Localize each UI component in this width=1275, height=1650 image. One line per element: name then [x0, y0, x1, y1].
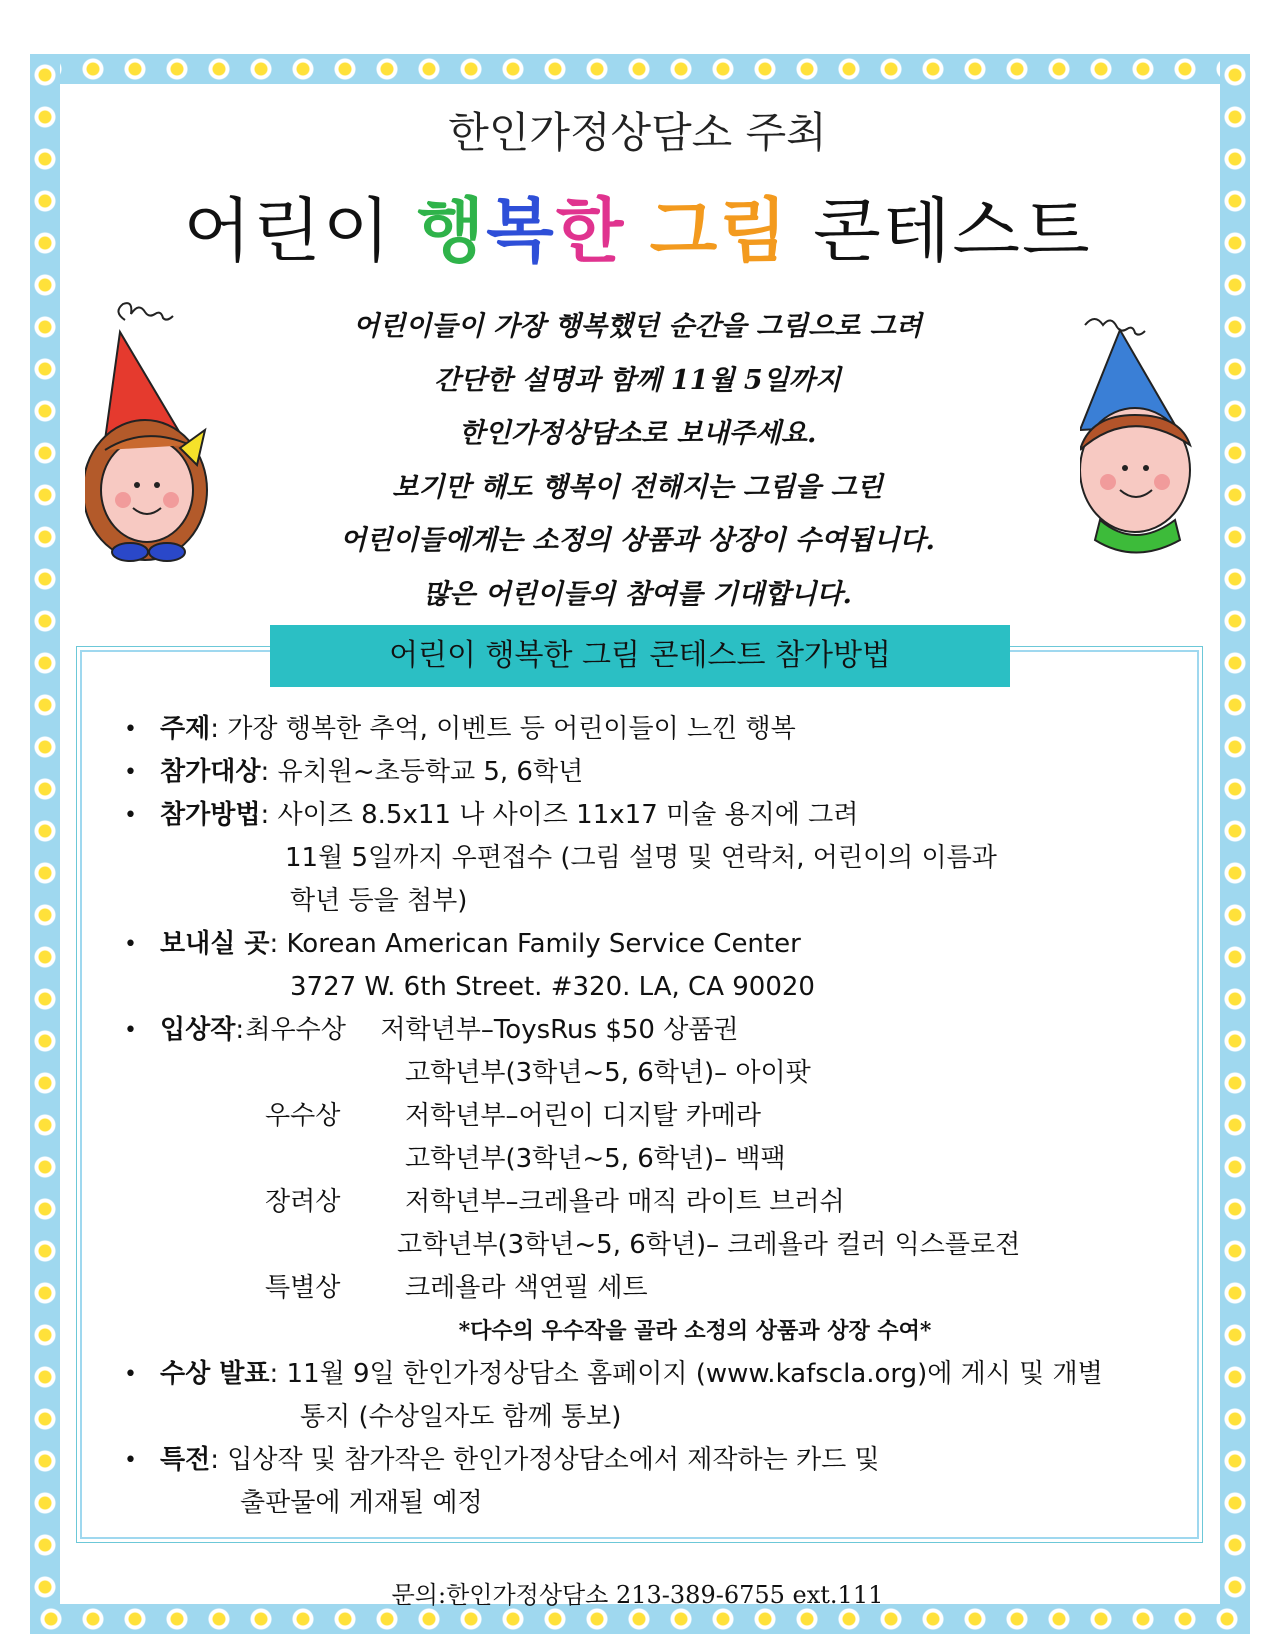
section-header: 어린이 행복한 그림 콘테스트 참가방법	[270, 625, 1010, 687]
intro-line: 보기만 해도 행복이 전해지는 그림을 그린	[392, 471, 883, 503]
rule-continuation: 3727 W. 6th Street. #320. LA, CA 90020	[290, 972, 815, 1002]
prize-row	[160, 1095, 1190, 1138]
flower-border-left	[30, 54, 60, 1634]
prize-item: 고학년부(3학년~5, 6학년)– 아이팟	[405, 1058, 811, 1088]
rule-label: 참가방법	[160, 800, 261, 830]
prize-tier: 최우수상	[245, 1015, 346, 1045]
prize-row	[160, 1138, 1190, 1181]
flower-border-right	[1220, 54, 1250, 1634]
rule-continuation: 11월 5일까지 우편접수 (그림 설명 및 연락처, 어린이의 이름과	[285, 843, 997, 873]
rules-list	[110, 708, 1190, 1525]
organizer-line: 한인가정상담소 주최	[448, 108, 827, 157]
prize-note: *다수의 우수작을 골라 소정의 상품과 상장 수여*	[458, 1318, 932, 1344]
prize-tier: 우수상	[265, 1101, 341, 1131]
rule-text: : Korean American Family Service Center	[269, 929, 801, 959]
prize-tier: 장려상	[265, 1187, 341, 1217]
rule-continuation: 출판물에 게재될 예정	[240, 1488, 483, 1518]
rule-eligibility	[110, 751, 1190, 794]
contest-title	[0, 175, 1275, 276]
prize-item: 저학년부–어린이 디지탈 카메라	[405, 1101, 762, 1131]
boy-party-hat-illustration	[1080, 310, 1220, 570]
prize-row: 입상작 : 최우수상 저학년부–ToysRus $50 상품권	[160, 1009, 1190, 1052]
intro-line: 간단한 설명과 함께 11월 5일까지	[434, 364, 841, 396]
title-happy-1: 행	[416, 190, 487, 272]
rule-label: 입상작	[160, 1015, 236, 1045]
rule-label: 보내실 곳	[160, 929, 270, 959]
bullet-icon: •	[124, 717, 137, 742]
intro-line: 어린이들에게는 소정의 상품과 상장이 수여됩니다.	[340, 525, 935, 556]
prize-item: 고학년부(3학년~5, 6학년)– 백팩	[405, 1144, 786, 1174]
bullet-icon: •	[124, 1448, 137, 1473]
rule-continuation: 통지 (수상일자도 함께 통보)	[300, 1402, 622, 1432]
prize-row	[160, 1267, 1190, 1310]
rule-method	[110, 794, 1190, 923]
intro-line: 한인가정상담소로 보내주세요.	[458, 418, 817, 449]
rule-text: : 사이즈 8.5x11 나 사이즈 11x17 미술 용지에 그려	[260, 800, 859, 830]
bullet-icon: •	[124, 803, 137, 828]
prize-item: 저학년부–ToysRus $50 상품권	[380, 1015, 739, 1045]
intro-line: 어린이들이 가장 행복했던 순간을 그림으로 그려	[353, 311, 922, 342]
rule-topic	[110, 708, 1190, 751]
rule-prizes	[110, 1009, 1190, 1353]
intro-text	[280, 300, 995, 621]
girl-party-hat-illustration	[85, 300, 235, 580]
rule-text: : 유치원~초등학교 5, 6학년	[260, 757, 584, 787]
prize-item: 저학년부–크레욜라 매직 라이트 브러쉬	[405, 1187, 845, 1217]
title-prefix: 어린이	[183, 190, 417, 272]
rule-address	[110, 923, 1190, 1009]
intro-line: 많은 어린이들의 참여를 기대합니다.	[423, 578, 852, 610]
bullet-icon: •	[124, 760, 137, 785]
prize-tier: 특별상	[265, 1273, 341, 1303]
rule-label: 참가대상	[160, 757, 261, 787]
rule-label: 주제	[160, 714, 211, 744]
rule-announcement	[110, 1353, 1190, 1439]
prize-item: 크레욜라 색연필 세트	[405, 1273, 648, 1303]
contact-info: 문의:한인가정상담소 213-389-6755 ext.111	[391, 1581, 884, 1609]
prize-row	[160, 1052, 1190, 1095]
rule-text: : 11월 9일 한인가정상담소 홈페이지 (www.kafscla.org)에 게시 및 개별	[269, 1359, 1103, 1389]
bullet-icon: •	[124, 932, 137, 957]
title-happy-2: 복	[486, 190, 556, 272]
rule-text: : 입상작 및 참가작은 한인가정상담소에서 제작하는 카드 및	[210, 1445, 880, 1475]
prize-row	[160, 1181, 1190, 1224]
rule-text: : 가장 행복한 추억, 이벤트 등 어린이들이 느낀 행복	[210, 714, 796, 744]
rule-benefit	[110, 1439, 1190, 1525]
title-suffix: 콘테스트	[788, 190, 1092, 272]
rule-label: 특전	[160, 1445, 211, 1475]
title-draw: 그림	[649, 190, 789, 272]
title-happy-3: 한	[555, 190, 626, 272]
prize-row	[160, 1224, 1190, 1267]
flower-border-top	[30, 54, 1250, 84]
rule-continuation: 학년 등을 첨부)	[290, 886, 468, 916]
rule-label: 수상 발표	[160, 1359, 270, 1389]
bullet-icon: •	[124, 1362, 137, 1387]
bullet-icon: •	[124, 1018, 137, 1043]
prize-item: 고학년부(3학년~5, 6학년)– 크레욜라 컬러 익스플로젼	[397, 1230, 1021, 1260]
